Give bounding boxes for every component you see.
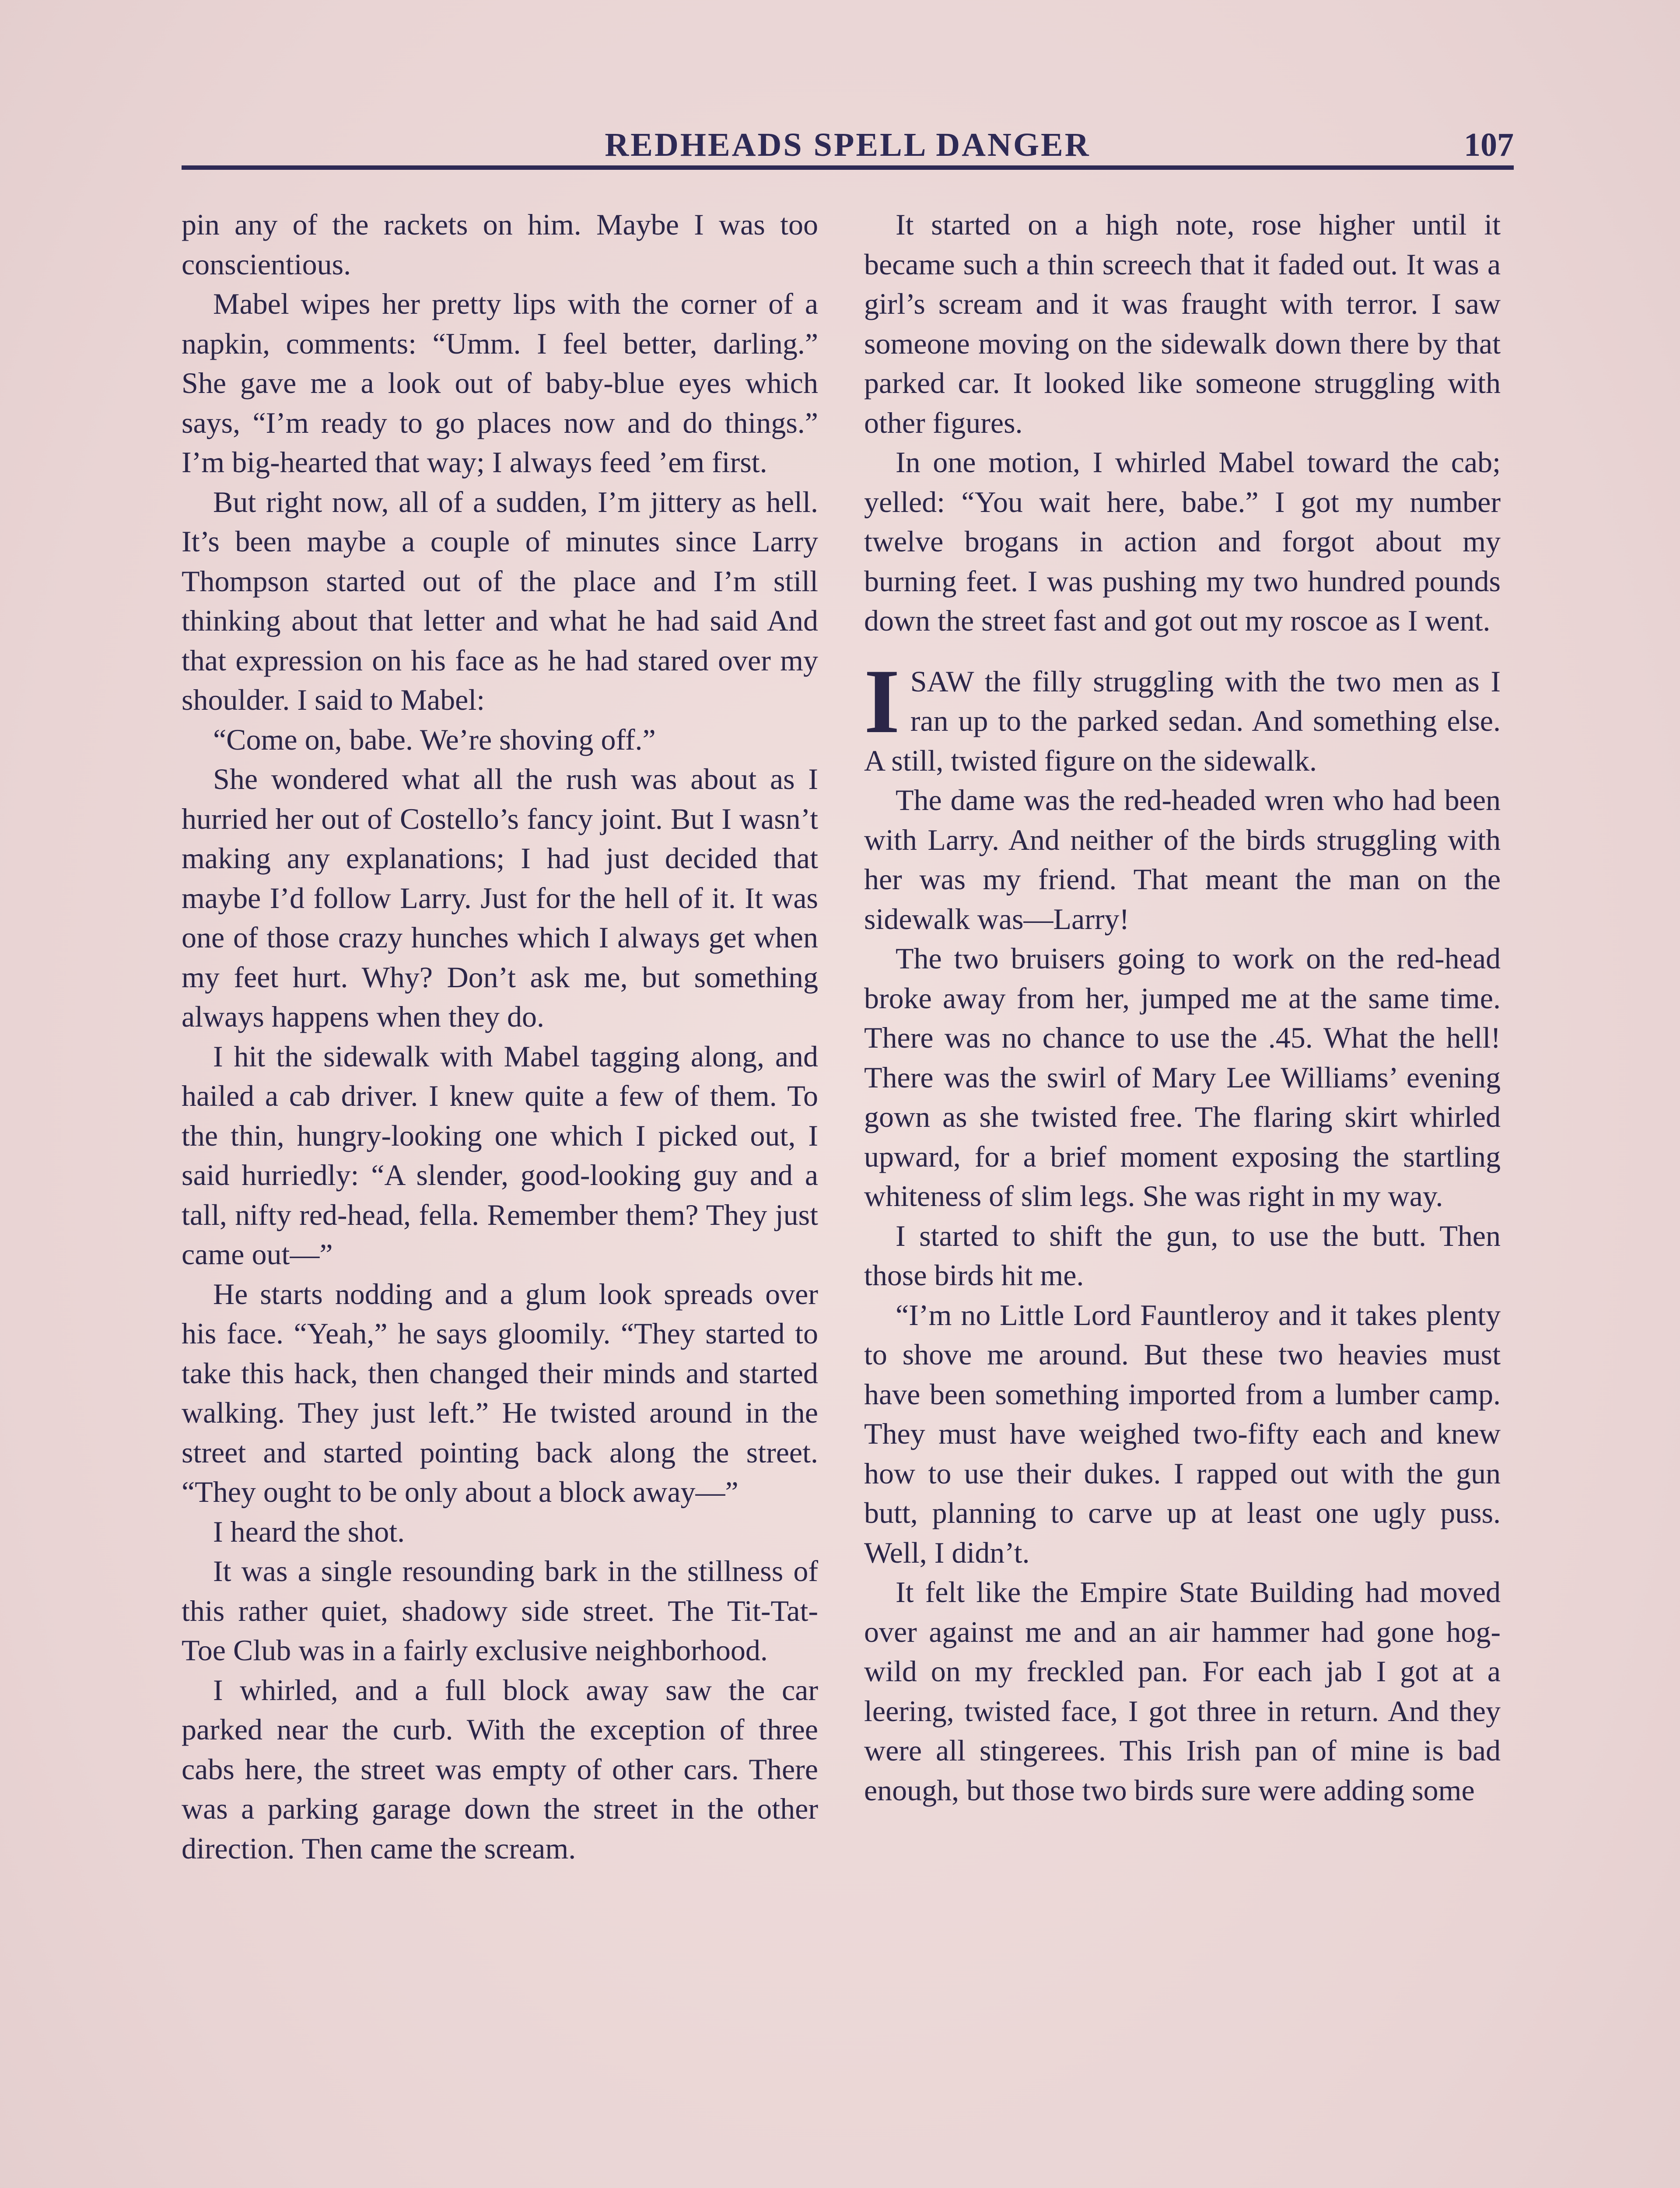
paragraph: It was a single resounding bark in the stillness of this rather quiet, shadowy side street. The Tit-Tat-Toe Club was in a fairly exclusive neighborhood.: [182, 1554, 818, 1667]
left-column: [182, 205, 818, 1868]
paragraph: I hit the sidewalk with Mabel tagging along, and hailed a cab driver. I knew quite a few of them. To the thin, hungry-looking one which I picked out, I said hurriedly: “A slender, good-looking guy and a tall, nifty red-head, fella. Remember them? They just came out—”: [182, 1039, 818, 1271]
paragraph: It started on a high note, rose higher until it became such a thin screech that it faded out. It was a girl’s scream and it was fraught with terror. I saw someone moving on the sidewalk down there by that parked car. It looked like someone struggling with other figures.: [864, 208, 1501, 439]
paragraph: The dame was the red-headed wren who had been with Larry. And neither of the birds struggling with her was my friend. That meant the man on the sidewalk was—Larry!: [864, 783, 1501, 936]
paragraph: The two bruisers going to work on the red-head broke away from her, jumped me at the same time. There was no chance to use the .45. What the hell! There was the swirl of Mary Lee Williams’ evening gown as she twisted free. The flaring skirt whirled upward, for a brief moment exposing the startling whiteness of slim legs. She was right in my way.: [864, 942, 1501, 1213]
drop-cap: I: [864, 650, 900, 752]
section-opening-paragraph: [864, 650, 1501, 781]
running-title: REDHEADS SPELL DANGER: [605, 126, 1091, 163]
paragraph: I whirled, and a full block away saw the car parked near the curb. With the exception of three cabs here, the street was empty of other cars. There was a parking garage down the street in the other direction. Then came the scream.: [182, 1673, 818, 1865]
paragraph: I started to shift the gun, to use the butt. Then those birds hit me.: [864, 1219, 1501, 1292]
paragraph: In one motion, I whirled Mabel toward the cab; yelled: “You wait here, babe.” I got my number twelve brogans in action and forgot about my burning feet. I was pushing my two hundred pounds down the street fast and got out my roscoe as I went.: [864, 445, 1501, 637]
paragraph: pin any of the rackets on him. Maybe I was too conscientious.: [182, 208, 818, 281]
paragraph: “Come on, babe. We’re shoving off.”: [213, 722, 656, 756]
paragraph-text: SAW the filly struggling with the two men as I ran up to the parked sedan. And something else. A still, twisted figure on the sidewalk.: [864, 664, 1501, 777]
paragraph: He starts nodding and a glum look spreads over his face. “Yeah,” he says gloomily. “They started to take this hack, then changed their minds and started walking. They just left.” He twisted around in the street and started pointing back along the street. “They ought to be only about a block away—”: [182, 1277, 818, 1508]
page-header: [182, 122, 1514, 170]
right-column: [864, 205, 1501, 1810]
paragraph: Mabel wipes her pretty lips with the corner of a napkin, comments: “Umm. I feel better, darling.” She gave me a look out of baby-blue eyes which says, “I’m ready to go places now and do things.” I’m big-hearted that way; I always feed ’em first.: [182, 287, 818, 479]
paragraph: It felt like the Empire State Building had moved over against me and an air hammer had gone hog-wild on my freckled pan. For each jab I got at a leering, twisted face, I got three in return. And they were all stingerees. This Irish pan of mine is bad enough, but those two birds sure were adding some: [864, 1575, 1501, 1807]
paragraph: I heard the shot.: [213, 1515, 405, 1548]
paragraph: She wondered what all the rush was about as I hurried her out of Costello’s fancy joint. But I wasn’t making any explanations; I had just decided that maybe I’d follow Larry. Just for the hell of it. It was one of those crazy hunches which I always get when my feet hurt. Why? Don’t ask me, but something always happens when they do.: [182, 762, 818, 1033]
paragraph: But right now, all of a sudden, I’m jittery as hell. It’s been maybe a couple of minutes since Larry Thompson started out of the place and I’m still thinking about that letter and what he had said And that expression on his face as he had stared over my shoulder. I said to Mabel:: [182, 485, 818, 716]
page-number: 107: [1464, 126, 1514, 163]
paragraph: “I’m no Little Lord Fauntleroy and it takes plenty to shove me around. But these two heavies must have been something imported from a lumber camp. They must have weighed two-fifty each and knew how to use their dukes. I rapped out with the gun butt, planning to carve up at least one ugly puss. Well, I didn’t.: [864, 1298, 1501, 1569]
